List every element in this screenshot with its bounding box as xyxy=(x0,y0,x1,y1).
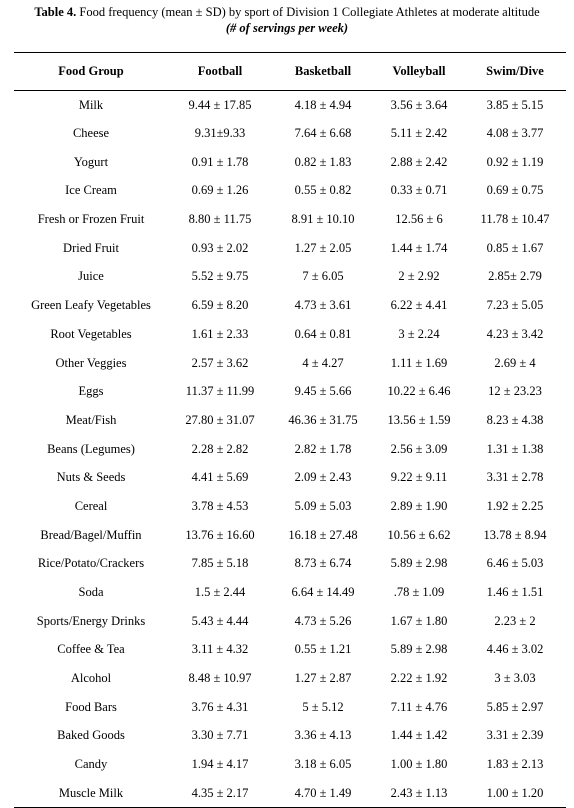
value-cell: 1.31 ± 1.38 xyxy=(486,441,544,456)
value-cell: 3.30 ± 7.71 xyxy=(191,728,249,743)
food-group-cell: Ice Cream xyxy=(65,183,117,198)
value-cell: 3.76 ± 4.31 xyxy=(191,699,249,714)
value-cell: 7.85 ± 5.18 xyxy=(191,556,249,571)
value-cell: 2.28 ± 2.82 xyxy=(191,441,249,456)
table-row xyxy=(14,119,566,148)
value-cell: 0.91 ± 1.78 xyxy=(191,154,249,169)
value-cell: 2 ± 2.92 xyxy=(398,269,440,284)
table-row xyxy=(14,377,566,406)
table-row xyxy=(14,779,566,808)
value-cell: 2.89 ± 1.90 xyxy=(390,498,448,513)
food-group-cell: Nuts & Seeds xyxy=(56,470,126,485)
value-cell: 3.31 ± 2.39 xyxy=(486,728,544,743)
caption-label: Table 4. xyxy=(34,5,77,19)
food-group-cell: Meat/Fish xyxy=(65,412,117,427)
value-cell: 11.37 ± 11.99 xyxy=(185,384,255,399)
column-header: Basketball xyxy=(272,53,374,91)
caption-subtitle: (# of servings per week) xyxy=(225,21,349,35)
value-cell: 2.69 ± 4 xyxy=(494,355,536,370)
table-row xyxy=(14,750,566,779)
value-cell: 9.22 ± 9.11 xyxy=(390,470,448,485)
table-row xyxy=(14,693,566,722)
value-cell: 9.44 ± 17.85 xyxy=(188,97,252,112)
value-cell: 1.92 ± 2.25 xyxy=(486,498,544,513)
value-cell: 13.56 ± 1.59 xyxy=(387,412,451,427)
value-cell: 0.69 ± 1.26 xyxy=(191,183,249,198)
value-cell: 1.27 ± 2.87 xyxy=(294,671,352,686)
table-row xyxy=(14,722,566,751)
table-row xyxy=(14,263,566,292)
value-cell: 2.22 ± 1.92 xyxy=(390,671,448,686)
table-row xyxy=(14,234,566,263)
value-cell: 11.78 ± 10.47 xyxy=(480,212,550,227)
food-group-cell: Rice/Potato/Crackers xyxy=(37,556,145,571)
value-cell: 27.80 ± 31.07 xyxy=(185,412,255,427)
value-cell: 5 ± 5.12 xyxy=(302,699,344,714)
table-row xyxy=(14,177,566,206)
value-cell: 2.43 ± 1.13 xyxy=(374,779,464,808)
table-row xyxy=(14,578,566,607)
food-group-cell: Green Leafy Vegetables xyxy=(31,298,151,313)
caption-title xyxy=(0,4,574,20)
value-cell: 3.18 ± 6.05 xyxy=(294,757,352,772)
value-cell: 5.43 ± 4.44 xyxy=(191,613,249,628)
food-group-cell: Sports/Energy Drinks xyxy=(36,613,146,628)
food-group-cell: Candy xyxy=(74,757,108,772)
caption-text: Food frequency (mean ± SD) by sport of Division 1 Collegiate Athletes at moderate altitude xyxy=(76,5,540,19)
value-cell: 8.23 ± 4.38 xyxy=(486,412,544,427)
food-group-cell: Baked Goods xyxy=(57,728,125,743)
value-cell: 46.36 ± 31.75 xyxy=(288,412,358,427)
value-cell: 0.92 ± 1.19 xyxy=(486,154,544,169)
value-cell: 6.64 ± 14.49 xyxy=(291,585,355,600)
value-cell: 2.88 ± 2.42 xyxy=(390,154,448,169)
food-group-cell: Food Bars xyxy=(65,699,117,714)
value-cell: 12.56 ± 6 xyxy=(395,212,443,227)
value-cell: 3.78 ± 4.53 xyxy=(191,498,249,513)
value-cell: 6.22 ± 4.41 xyxy=(390,298,448,313)
value-cell: 1.5 ± 2.44 xyxy=(194,585,246,600)
table-row xyxy=(14,406,566,435)
value-cell: 0.82 ± 1.83 xyxy=(294,154,352,169)
value-cell: 1.44 ± 1.42 xyxy=(390,728,448,743)
value-cell: 1.00 ± 1.20 xyxy=(464,779,566,808)
food-group-cell: Dried Fruit xyxy=(63,240,119,255)
table-row xyxy=(14,550,566,579)
food-group-cell: Cheese xyxy=(72,126,110,141)
value-cell: 5.52 ± 9.75 xyxy=(191,269,249,284)
food-group-cell: Juice xyxy=(78,269,104,284)
value-cell: 3 ± 3.03 xyxy=(494,671,536,686)
food-group-cell: Yogurt xyxy=(73,154,109,169)
column-header: Swim/Dive xyxy=(464,53,566,91)
value-cell: 3 ± 2.24 xyxy=(398,326,440,341)
table-row xyxy=(14,492,566,521)
food-frequency-table xyxy=(14,52,566,808)
value-cell: 6.46 ± 5.03 xyxy=(486,556,544,571)
table-row xyxy=(14,636,566,665)
value-cell: 1.83 ± 2.13 xyxy=(486,757,544,772)
table-row xyxy=(14,320,566,349)
value-cell: 2.57 ± 3.62 xyxy=(191,355,249,370)
table-row xyxy=(14,435,566,464)
table-row xyxy=(14,148,566,177)
table-row xyxy=(14,521,566,550)
value-cell: 0.93 ± 2.02 xyxy=(191,240,249,255)
table-row xyxy=(14,291,566,320)
column-header: Volleyball xyxy=(374,53,464,91)
value-cell: 0.33 ± 0.71 xyxy=(390,183,448,198)
value-cell: 1.67 ± 1.80 xyxy=(390,613,448,628)
food-group-cell: Cereal xyxy=(74,498,108,513)
value-cell: 7.11 ± 4.76 xyxy=(390,699,448,714)
table-row xyxy=(14,205,566,234)
food-group-cell: Root Vegetables xyxy=(50,326,132,341)
value-cell: 8.91 ± 10.10 xyxy=(291,212,355,227)
value-cell: 3.31 ± 2.78 xyxy=(486,470,544,485)
food-group-cell: Other Veggies xyxy=(55,355,127,370)
food-group-cell: Soda xyxy=(78,585,104,600)
value-cell: 7 ± 6.05 xyxy=(302,269,344,284)
value-cell: 4.73 ± 3.61 xyxy=(294,298,352,313)
value-cell: 1.46 ± 1.51 xyxy=(486,585,544,600)
table-row xyxy=(14,664,566,693)
value-cell: 1.00 ± 1.80 xyxy=(390,757,448,772)
column-header: Football xyxy=(168,53,272,91)
value-cell: 5.11 ± 2.42 xyxy=(390,126,448,141)
value-cell: 10.56 ± 6.62 xyxy=(387,527,451,542)
value-cell: 4.08 ± 3.77 xyxy=(486,126,544,141)
value-cell: 8.80 ± 11.75 xyxy=(188,212,252,227)
value-cell: 4.73 ± 5.26 xyxy=(294,613,352,628)
value-cell: 12 ± 23.23 xyxy=(488,384,542,399)
table-row xyxy=(14,463,566,492)
value-cell: 2.09 ± 2.43 xyxy=(294,470,352,485)
value-cell: 3.85 ± 5.15 xyxy=(486,97,544,112)
table-row xyxy=(14,91,566,120)
value-cell: 9.31±9.33 xyxy=(194,126,246,141)
food-group-cell: Eggs xyxy=(78,384,104,399)
table-row xyxy=(14,349,566,378)
value-cell: 4.70 ± 1.49 xyxy=(272,779,374,808)
value-cell: 5.89 ± 2.98 xyxy=(390,642,448,657)
food-group-cell: Alcohol xyxy=(70,671,112,686)
value-cell: 13.78 ± 8.94 xyxy=(483,527,547,542)
value-cell: 3.56 ± 3.64 xyxy=(390,97,448,112)
value-cell: 9.45 ± 5.66 xyxy=(294,384,352,399)
value-cell: 2.23 ± 2 xyxy=(494,613,536,628)
table-caption xyxy=(0,4,574,36)
value-cell: 13.76 ± 16.60 xyxy=(185,527,255,542)
value-cell: 6.59 ± 8.20 xyxy=(191,298,249,313)
header-row xyxy=(14,53,566,91)
value-cell: 0.64 ± 0.81 xyxy=(294,326,352,341)
value-cell: 7.64 ± 6.68 xyxy=(294,126,352,141)
value-cell: 1.44 ± 1.74 xyxy=(390,240,448,255)
column-header: Food Group xyxy=(14,53,168,91)
value-cell: 0.55 ± 0.82 xyxy=(294,183,352,198)
value-cell: 10.22 ± 6.46 xyxy=(387,384,451,399)
value-cell: 4.23 ± 3.42 xyxy=(486,326,544,341)
value-cell: 0.69 ± 0.75 xyxy=(486,183,544,198)
value-cell: 5.89 ± 2.98 xyxy=(390,556,448,571)
value-cell: 4.41 ± 5.69 xyxy=(191,470,249,485)
value-cell: 1.94 ± 4.17 xyxy=(191,757,249,772)
value-cell: 0.85 ± 1.67 xyxy=(486,240,544,255)
value-cell: 1.61 ± 2.33 xyxy=(191,326,249,341)
value-cell: 5.09 ± 5.03 xyxy=(294,498,352,513)
value-cell: 2.85± 2.79 xyxy=(488,269,542,284)
value-cell: 16.18 ± 27.48 xyxy=(288,527,358,542)
food-group-cell: Beans (Legumes) xyxy=(47,441,135,456)
food-group-cell: Fresh or Frozen Fruit xyxy=(37,212,145,227)
value-cell: 1.27 ± 2.05 xyxy=(294,240,352,255)
value-cell: 3.36 ± 4.13 xyxy=(294,728,352,743)
value-cell: 4.46 ± 3.02 xyxy=(486,642,544,657)
table-header xyxy=(14,53,566,91)
value-cell: .78 ± 1.09 xyxy=(393,585,445,600)
value-cell: 1.11 ± 1.69 xyxy=(390,355,448,370)
value-cell: 3.11 ± 4.32 xyxy=(191,642,249,657)
value-cell: 0.55 ± 1.21 xyxy=(294,642,352,657)
value-cell: 2.82 ± 1.78 xyxy=(294,441,352,456)
value-cell: 4.35 ± 2.17 xyxy=(168,779,272,808)
value-cell: 8.48 ± 10.97 xyxy=(188,671,252,686)
value-cell: 2.56 ± 3.09 xyxy=(390,441,448,456)
food-group-cell: Bread/Bagel/Muffin xyxy=(40,527,142,542)
food-group-cell: Muscle Milk xyxy=(14,779,168,808)
food-group-cell: Milk xyxy=(78,97,104,112)
food-group-cell: Coffee & Tea xyxy=(57,642,125,657)
table-row xyxy=(14,607,566,636)
value-cell: 5.85 ± 2.97 xyxy=(486,699,544,714)
value-cell: 4.18 ± 4.94 xyxy=(294,97,352,112)
value-cell: 7.23 ± 5.05 xyxy=(486,298,544,313)
value-cell: 8.73 ± 6.74 xyxy=(294,556,352,571)
value-cell: 4 ± 4.27 xyxy=(302,355,344,370)
table-body xyxy=(14,91,566,808)
